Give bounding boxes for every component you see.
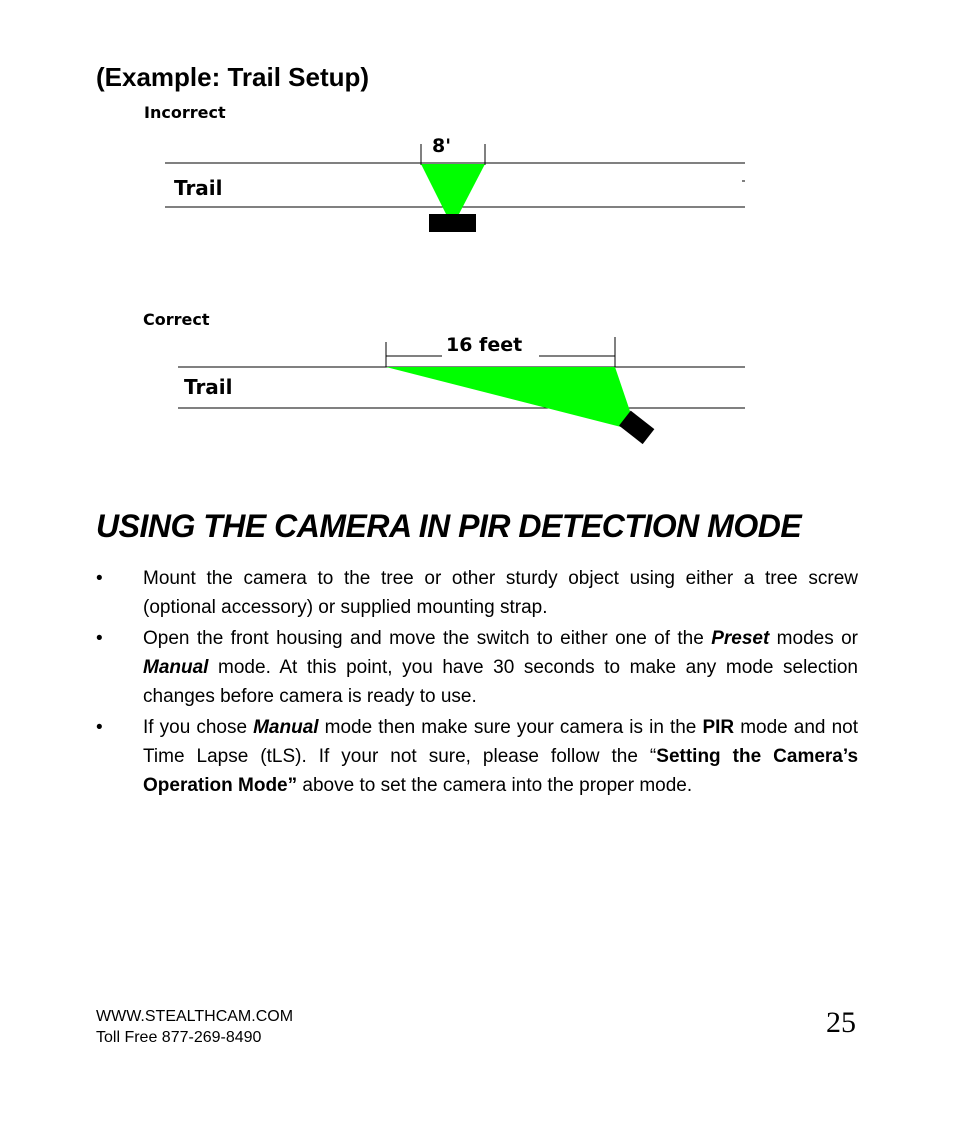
- example-heading: (Example: Trail Setup): [96, 62, 370, 92]
- width-label: 8': [432, 135, 452, 157]
- list-item-text: mode and not Time Lapse (tLS). If your not sure, please follow the “: [143, 717, 858, 767]
- correct-label: Correct: [143, 310, 210, 329]
- list-item-text: Preset: [711, 628, 770, 649]
- bullet-icon: •: [96, 717, 103, 738]
- list-item-text: Open the front housing and move the switch to either one of the: [143, 628, 712, 649]
- list-item: [96, 624, 858, 711]
- camera-icon: [429, 214, 476, 232]
- correct-diagram: [178, 334, 745, 444]
- incorrect-label: Incorrect: [144, 103, 226, 122]
- list-item-text: modes or: [769, 628, 858, 649]
- detection-zone: [386, 367, 633, 428]
- list-item-text: Mount the camera to the tree or other sturdy object using either a tree screw (optional accessory) or supplied mounting strap.: [143, 568, 858, 618]
- list-item-text: PIR: [702, 717, 735, 738]
- list-item: [96, 564, 858, 622]
- list-item-text: If you chose: [143, 717, 254, 738]
- list-item-text: mode. At this point, you have 30 seconds to make any mode selection changes before camera is ready to use.: [143, 657, 858, 707]
- toll-free-phone: Toll Free 877-269-8490: [96, 1029, 262, 1046]
- instruction-list: [96, 564, 858, 802]
- bullet-icon: •: [96, 628, 103, 649]
- trail-label: Trail: [174, 176, 223, 200]
- trail-label: Trail: [184, 375, 233, 399]
- width-label: 16 feet: [446, 334, 523, 356]
- list-item-text: Manual: [143, 657, 209, 678]
- website-link[interactable]: WWW.STEALTHCAM.COM: [96, 1008, 294, 1025]
- incorrect-diagram: [165, 135, 745, 232]
- list-item-text: Manual: [253, 717, 319, 738]
- section-title: USING THE CAMERA IN PIR DETECTION MODE: [96, 508, 802, 544]
- footer: [96, 1006, 293, 1048]
- list-item: [96, 713, 858, 800]
- list-item-text: Setting the Camera’s Operation Mode”: [143, 746, 859, 796]
- page-number: 25: [826, 1006, 856, 1039]
- list-item-text: above to set the camera into the proper mode.: [297, 775, 693, 796]
- trail-setup-diagram: [0, 0, 954, 480]
- bullet-icon: •: [96, 568, 103, 589]
- list-item-text: mode then make sure your camera is in the: [318, 717, 703, 738]
